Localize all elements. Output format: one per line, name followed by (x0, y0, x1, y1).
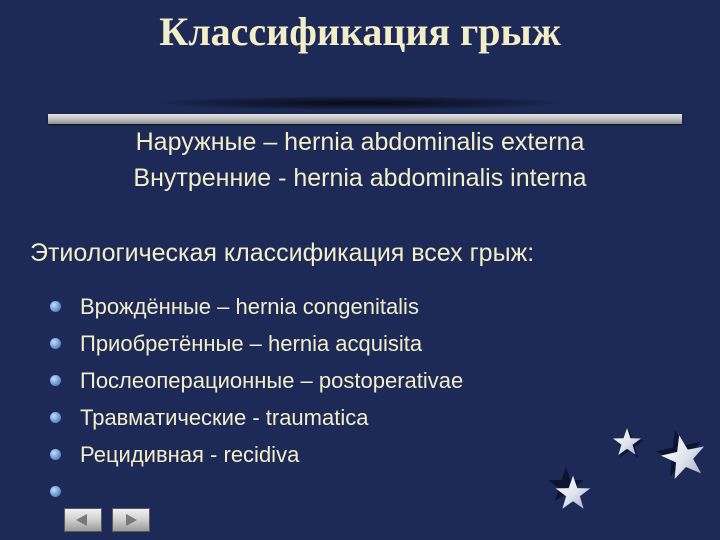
list-item (50, 399, 463, 436)
list-item (50, 325, 463, 362)
next-slide-button[interactable] (112, 508, 150, 532)
bullet-icon (50, 375, 61, 386)
list-item (50, 288, 463, 325)
star-icon (652, 425, 709, 481)
title-divider-shadow (150, 96, 570, 110)
bullet-icon (50, 486, 61, 497)
list-item-text: Врождённые – hernia congenitalis (80, 294, 419, 319)
list-item (50, 362, 463, 399)
list-item-text: Рецидивная - recidiva (80, 442, 300, 467)
star-icon (548, 467, 590, 509)
previous-slide-button[interactable] (64, 508, 102, 532)
bullet-icon (50, 449, 61, 460)
list-item-text: Послеоперационные – postoperativae (80, 368, 464, 393)
stars-decoration (540, 410, 720, 540)
bullet-icon (50, 412, 61, 423)
star-icon (613, 428, 644, 457)
slide-title: Классификация грыж (159, 9, 561, 54)
type-external: Наружные – hernia abdominalis externa (135, 128, 585, 156)
etiology-list (50, 288, 463, 510)
list-item-text: Приобретённые – hernia acquisita (80, 331, 423, 356)
list-item (50, 436, 463, 473)
list-item-text: Травматические - traumatica (80, 405, 369, 430)
etiology-heading: Этиологическая классификация всех грыж: (30, 239, 535, 267)
bullet-icon (50, 338, 61, 349)
title-divider (48, 114, 682, 124)
arrow-left-icon (76, 514, 87, 526)
bullet-icon (50, 301, 61, 312)
arrow-right-icon (126, 514, 137, 526)
type-internal: Внутренние - hernia abdominalis interna (133, 164, 587, 192)
list-item (50, 473, 463, 510)
hernia-types (0, 124, 720, 196)
